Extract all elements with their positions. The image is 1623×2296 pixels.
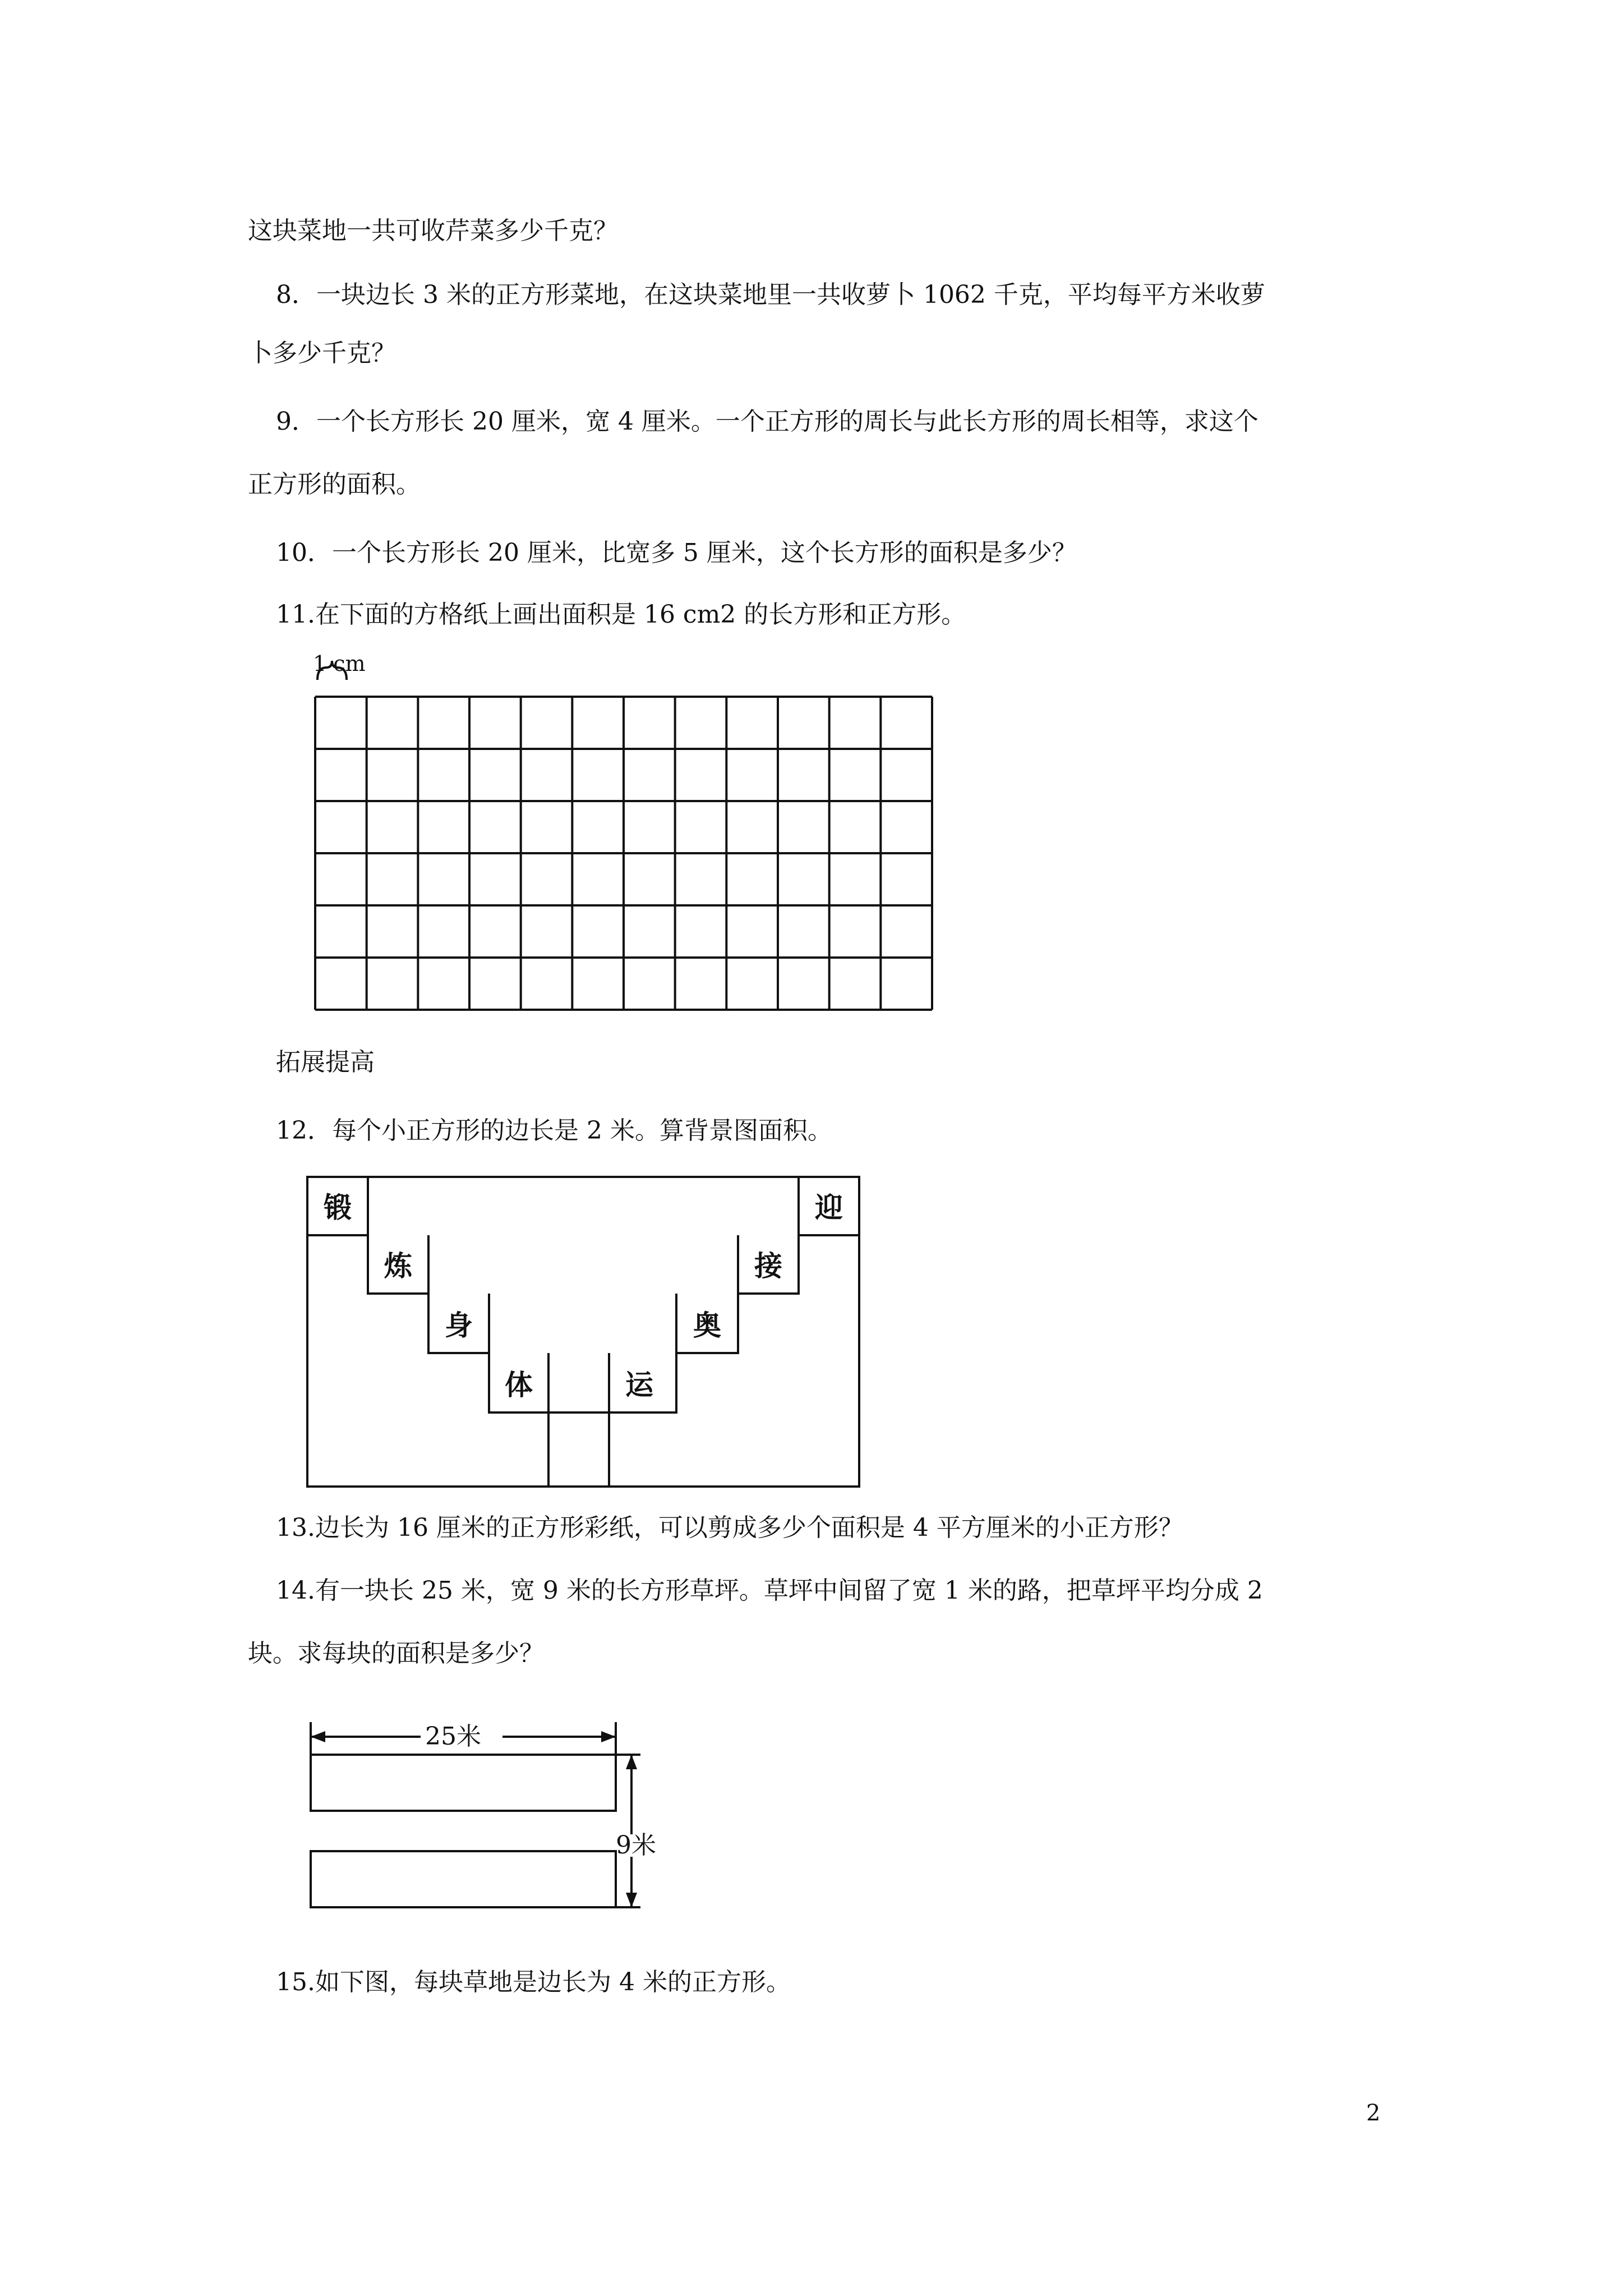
section-extension: 拓展提高 bbox=[276, 1048, 375, 1076]
char-ying: 迎 bbox=[815, 1191, 843, 1224]
question-9-line2: 正方形的面积。 bbox=[248, 470, 421, 499]
page-number: 2 bbox=[1366, 2100, 1381, 2126]
question-15: 15.如下图，每块草地是边长为 4 米的正方形。 bbox=[276, 1968, 791, 1996]
question-8-line2: 卜多少千克？ bbox=[248, 339, 396, 367]
question-13: 13.边长为 16 厘米的正方形彩纸，可以剪成多少个面积是 4 平方厘米的小正方形？ bbox=[276, 1513, 1183, 1542]
grid-lines bbox=[315, 697, 932, 1010]
char-jie: 接 bbox=[754, 1250, 782, 1282]
question-9-line1: 9．一个长方形长 20 厘米，宽 4 厘米。一个正方形的周长与此长方形的周长相等，求这个 bbox=[276, 407, 1258, 436]
question-12: 12．每个小正方形的边长是 2 米。算背景图面积。 bbox=[276, 1116, 832, 1145]
char-lian: 炼 bbox=[384, 1250, 412, 1282]
unit-label: 1 cm bbox=[313, 651, 366, 676]
char-duan: 锻 bbox=[324, 1191, 352, 1224]
question-14-line1: 14.有一块长 25 米，宽 9 米的长方形草坪。草坪中间留了宽 1 米的路，把草坪平均分成 2 bbox=[276, 1576, 1263, 1605]
char-ao: 奥 bbox=[693, 1309, 721, 1342]
background-area-figure bbox=[303, 1172, 864, 1498]
question-14-line2: 块。求每块的面积是多少？ bbox=[248, 1639, 544, 1668]
question-7-continuation: 这块菜地一共可收芹菜多少千克？ bbox=[248, 217, 618, 245]
question-10: 10．一个长方形长 20 厘米，比宽多 5 厘米，这个长方形的面积是多少？ bbox=[276, 539, 1077, 567]
grid-paper-figure bbox=[303, 645, 942, 1032]
width-label: 9米 bbox=[616, 1831, 656, 1860]
char-ti: 体 bbox=[505, 1369, 533, 1401]
question-8-line1: 8．一块边长 3 米的正方形菜地，在这块菜地里一共收萝卜 1062 千克，平均每平方米收萝 bbox=[276, 280, 1265, 309]
question-11: 11.在下面的方格纸上画出面积是 16 cm2 的长方形和正方形。 bbox=[276, 600, 966, 629]
char-shen: 身 bbox=[445, 1309, 473, 1342]
length-label: 25米 bbox=[425, 1722, 481, 1751]
lawn-figure bbox=[297, 1717, 701, 1941]
char-yun: 运 bbox=[625, 1369, 653, 1401]
